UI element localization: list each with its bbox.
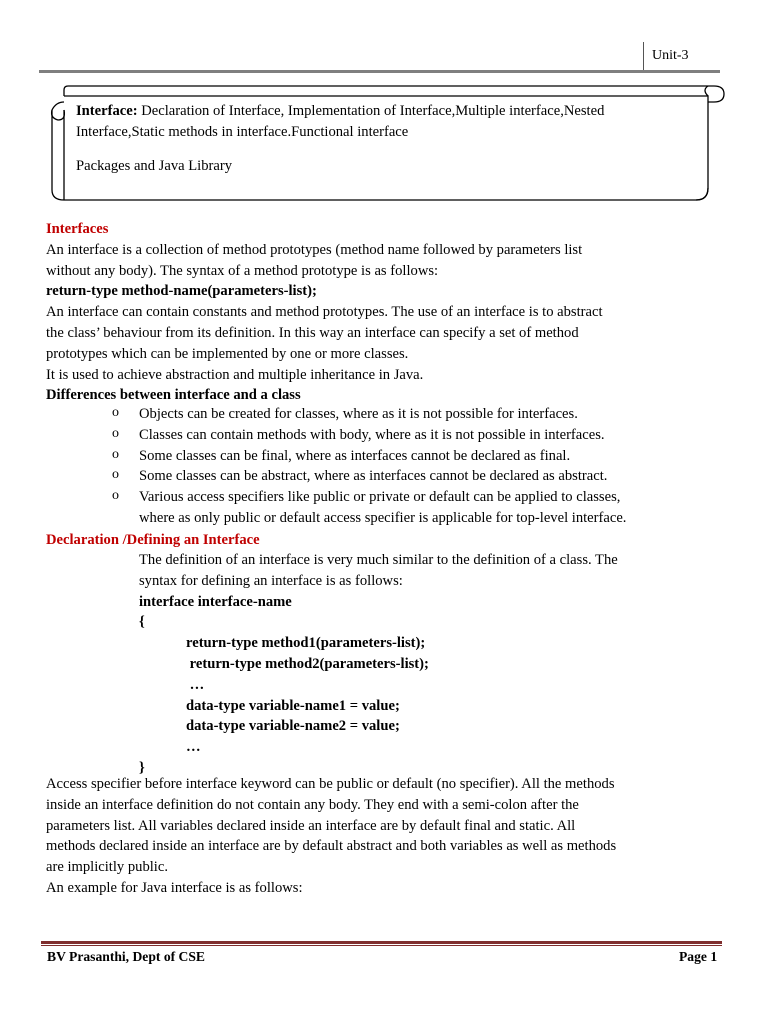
- differences-list: [112, 404, 626, 529]
- interfaces-heading: Interfaces: [46, 221, 109, 237]
- paragraph-line: It is used to achieve abstraction and multiple inheritance in Java.: [46, 366, 424, 383]
- bullet-marker: o: [112, 467, 119, 483]
- scroll-title: Interface:: [76, 103, 138, 119]
- list-item: o Various access specifiers like public or private or default can be applied to classes,: [112, 488, 621, 506]
- scroll-topics: Declaration of Interface, Implementation of Interface,Multiple interface,Nested: [137, 103, 605, 119]
- declaration-heading: Declaration /Defining an Interface: [46, 532, 260, 548]
- declaration-section: [139, 550, 618, 779]
- paragraph-line: methods declared inside an interface are by default abstract and both variables as well as methods: [46, 838, 617, 855]
- scroll-text: [76, 101, 716, 176]
- syntax-line: return-type method-name(parameters-list);: [46, 283, 317, 300]
- header-divider: [643, 42, 644, 71]
- code-line: data-type variable-name1 = value;: [186, 697, 400, 714]
- paragraph-line: syntax for defining an interface is as follows:: [139, 572, 403, 589]
- paragraph-line: parameters list. All variables declared inside an interface are by default final and static. All: [46, 817, 576, 834]
- footer-rule-thin: [41, 945, 722, 946]
- code-line: {: [139, 614, 145, 631]
- paragraph-line: An interface can contain constants and method prototypes. The use of an interface is to abstract: [46, 304, 603, 321]
- list-item: o Objects can be created for classes, where as it is not possible for interfaces.: [112, 405, 578, 422]
- footer-author: BV Prasanthi, Dept of CSE: [47, 949, 205, 964]
- header-rule: [39, 70, 720, 73]
- unit-label: Unit-3: [652, 48, 689, 63]
- paragraph-line: inside an interface definition do not contain any body. They end with a semi-colon after the: [46, 796, 579, 813]
- paragraph-line: prototypes which can be implemented by one or more classes.: [46, 345, 409, 362]
- list-item: o Some classes can be final, where as interfaces cannot be declared as final.: [112, 446, 571, 464]
- paragraph-line: An interface is a collection of method prototypes (method name followed by parameters list: [46, 241, 583, 258]
- paragraph-line: The definition of an interface is very much similar to the definition of a class. The: [139, 552, 618, 568]
- code-line: return-type method2(parameters-list);: [186, 655, 429, 672]
- list-item: o Some classes can be abstract, where as interfaces cannot be declared as abstract.: [112, 467, 608, 485]
- bullet-marker: o: [112, 405, 119, 420]
- scroll-packages: Packages and Java Library: [76, 157, 233, 174]
- code-line: …: [186, 739, 201, 756]
- footer-rule: [41, 941, 722, 944]
- code-line: data-type variable-name2 = value;: [186, 718, 400, 735]
- paragraph-line: Access specifier before interface keyword can be public or default (no specifier). All the methods: [46, 776, 615, 792]
- bullet-marker: o: [112, 425, 119, 441]
- interfaces-section: [46, 219, 603, 406]
- paragraph-line: are implicitly public.: [46, 859, 168, 876]
- code-line: return-type method1(parameters-list);: [186, 635, 426, 652]
- list-item-continuation: where as only public or default access specifier is applicable for top-level interface.: [139, 509, 627, 526]
- paragraph-line: without any body). The syntax of a method prototype is as follows:: [46, 262, 439, 279]
- access-section: [46, 774, 616, 899]
- bullet-marker: o: [112, 488, 119, 504]
- paragraph-line: An example for Java interface is as follows:: [46, 879, 303, 896]
- code-line: interface interface-name: [139, 593, 292, 610]
- scroll-topics-cont: Interface,Static methods in interface.Functional interface: [76, 123, 409, 140]
- page-number: Page 1: [679, 949, 718, 964]
- code-line: …: [186, 676, 205, 693]
- bullet-marker: o: [112, 446, 119, 462]
- list-item: o Classes can contain methods with body, where as it is not possible in interfaces.: [112, 425, 605, 443]
- paragraph-line: the class’ behaviour from its definition. In this way an interface can specify a set of method: [46, 324, 579, 341]
- differences-heading: Differences between interface and a class: [46, 387, 301, 404]
- code-line: }: [139, 759, 145, 776]
